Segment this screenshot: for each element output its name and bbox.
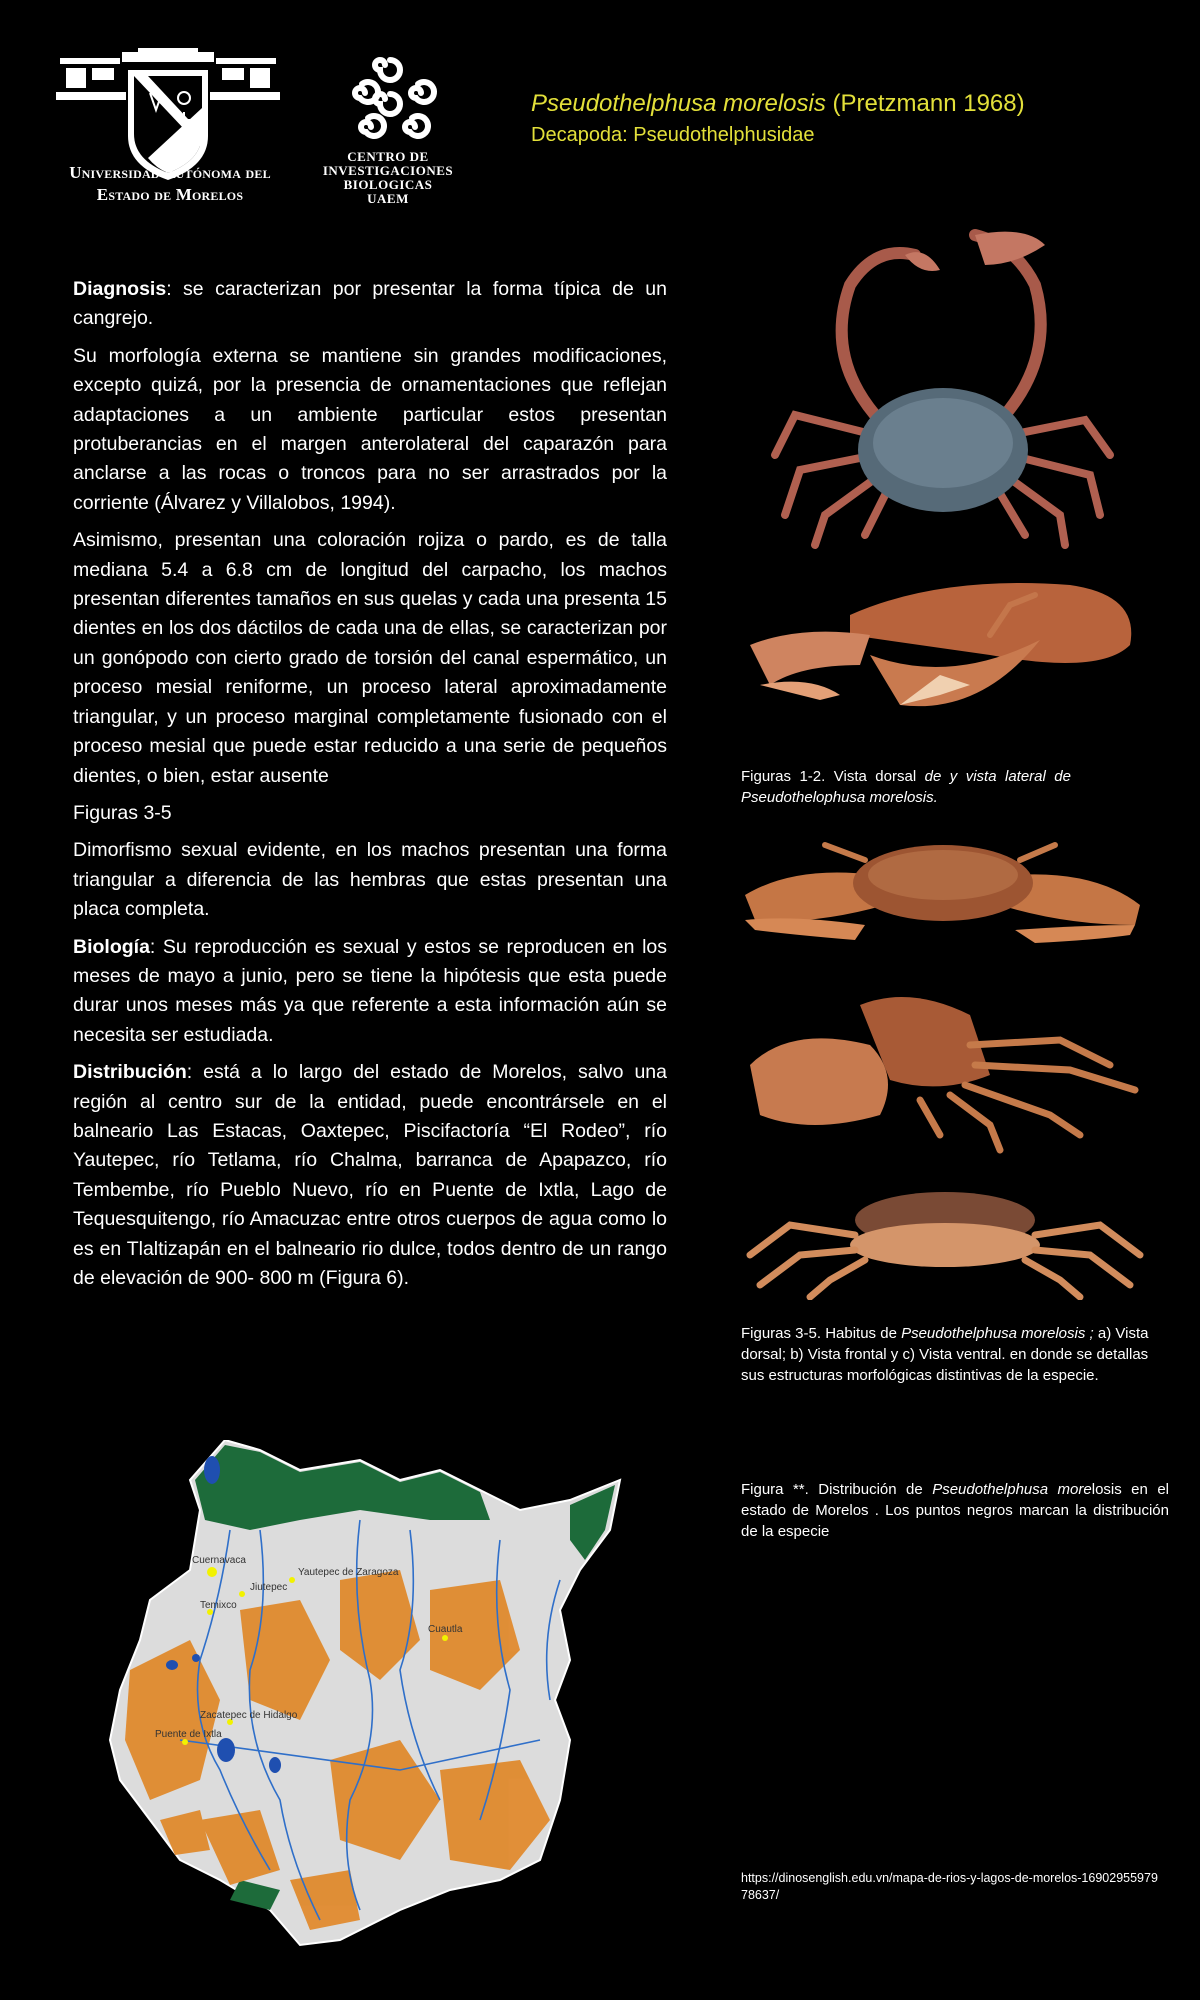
university-name-line1: Universidad Autónoma del bbox=[69, 163, 271, 182]
crab-habitus-frontal-photo bbox=[740, 985, 1145, 1155]
distribution-text: : está a lo largo del estado de Morelos, salvo una región al centro sur de la entidad, puede encontrársele en el balneario Las Estacas, Oaxtepec, Piscifactoría “El Rodeo”, río Yautepec, río Tetlama, río Chalma, barranca de Apapazco, río Tembembe, río Pueblo Nuevo, río en Puente de Ixtla, Lago de Tequesquitengo, río Amacuzac entre otros cuerpos de agua como lo es en Tlaltizapán en el balneario rio dulce, todos dentro de un rango de elevación de 900- 800 m (Figura 6). bbox=[73, 1061, 667, 1289]
fig12-caption-text: Figuras 1-2. Vista dorsal bbox=[741, 768, 925, 785]
fig12-caption-italic: de y vista lateral de Pseudothelophusa morelosis. bbox=[741, 768, 1071, 806]
figure-map-caption bbox=[741, 1479, 1169, 1542]
figure-3-5-caption bbox=[741, 1323, 1169, 1386]
diagnosis-text: : se caracterizan por presentar la forma típica de un cangrejo. bbox=[73, 278, 667, 330]
dimorphism-paragraph: Dimorfismo sexual evidente, en los machos presentan una forma triangular a diferencia de las hembras que estas presentan una placa completa. bbox=[73, 839, 667, 921]
morphology-paragraph: Su morfología externa se mantiene sin grandes modificaciones, excepto quizá, por la presencia de ornamentaciones que reflejan adaptaciones a un ambiente particular estos presentan protuberancias en el margen anterolateral del caparazón para anclarse a las rocas o troncos para no ser arrastrados por la corriente (Álvarez y Villalobos, 1994). bbox=[73, 344, 667, 514]
morelos-distribution-map bbox=[100, 1440, 640, 1950]
biology-label: Biología bbox=[73, 935, 150, 958]
cib-line4: UAEM bbox=[367, 191, 409, 206]
crab-dorsal-photo bbox=[755, 225, 1135, 550]
cib-line2: INVESTIGACIONES bbox=[322, 163, 454, 178]
coloration-paragraph: Asimismo, presentan una coloración rojiza o pardo, es de talla mediana 5.4 a 6.8 cm de longitud del carpacho, los machos presentan diferentes tamaños en sus quelas y cada una presenta 15 dientes en los dos dáctilos de cada una de ellas, se caracterizan por un gonópodo con cierto grado de torsión del canal espermático, un proceso mesial reniforme, un proceso lateral aproximadamente triangular, y un proceso marginal completamente fusionado con el proceso mesial que puede estar reducido a una serie de pequeños dientes, o bien, estar ausente bbox=[73, 529, 667, 787]
diagnosis-paragraph bbox=[73, 275, 667, 334]
map-label-cuernavaca: Cuernavaca bbox=[192, 1555, 246, 1566]
figmap-caption-a: Figura **. Distribución de bbox=[741, 1481, 933, 1498]
fig35-caption-a: Figuras 3-5. Habitus de bbox=[741, 1325, 902, 1342]
cib-line3: BIOLOGICAS bbox=[343, 177, 433, 192]
map-label-temixco: Temixco bbox=[200, 1600, 237, 1611]
distribution-paragraph bbox=[73, 1058, 667, 1293]
figmap-caption-c: losis en el estado de Morelos . Los puntos negros marcan la distribución de la especie bbox=[741, 1481, 1169, 1540]
university-name-line2: Estado de Morelos bbox=[96, 185, 244, 204]
description-text bbox=[73, 275, 667, 1301]
species-scientific-name: Pseudothelphusa morelosis bbox=[531, 90, 826, 117]
map-label-yautepec: Yautepec de Zaragoza bbox=[298, 1567, 399, 1578]
distribution-label: Distribución bbox=[73, 1061, 187, 1084]
species-title bbox=[531, 90, 1025, 118]
research-center-name bbox=[308, 150, 468, 206]
cib-line1: CENTRO DE bbox=[347, 149, 429, 164]
diagnosis-label: Diagnosis bbox=[73, 278, 167, 300]
fig35-caption-species: Pseudothelphusa morelosis ; bbox=[901, 1325, 1094, 1342]
map-label-jiutepec: Jiutepec bbox=[250, 1582, 288, 1593]
university-name bbox=[40, 162, 300, 206]
cib-spiral-logo bbox=[340, 50, 440, 150]
map-label-puente-de-ixtla: Puente de Ixtla bbox=[155, 1729, 222, 1740]
species-taxonomy: Decapoda: Pseudothelphusidae bbox=[531, 124, 815, 146]
crab-habitus-ventral-photo bbox=[740, 1185, 1145, 1300]
map-label-cuautla: Cuautla bbox=[428, 1624, 463, 1635]
crab-lateral-photo bbox=[740, 575, 1140, 715]
map-source-link[interactable]: https://dinosenglish.edu.vn/mapa-de-rios-y-lagos-de-morelos-1690295597978637/ bbox=[741, 1871, 1158, 1902]
map-label-zacatepec: Zacatepec de Hidalgo bbox=[200, 1710, 298, 1721]
biology-paragraph bbox=[73, 933, 667, 1051]
figmap-caption-species: Pseudothelphusa more bbox=[932, 1481, 1092, 1498]
species-author: (Pretzmann 1968) bbox=[825, 90, 1025, 117]
crab-habitus-dorsal-photo bbox=[735, 835, 1150, 955]
figure-1-2-caption bbox=[741, 766, 1071, 808]
figures-reference: Figuras 3-5 bbox=[73, 801, 172, 824]
biology-text: : Su reproducción es sexual y estos se reproducen en los meses de mayo a junio, pero se tiene la hipótesis que esta puede durar unos meses más ya que referente a esta información aún se necesita ser estudiada. bbox=[73, 935, 667, 1046]
fig35-caption-c: a) Vista dorsal; b) Vista frontal y c) Vista ventral. en donde se detallas sus estructuras morfológicas distintivas de la especie. bbox=[741, 1325, 1149, 1384]
